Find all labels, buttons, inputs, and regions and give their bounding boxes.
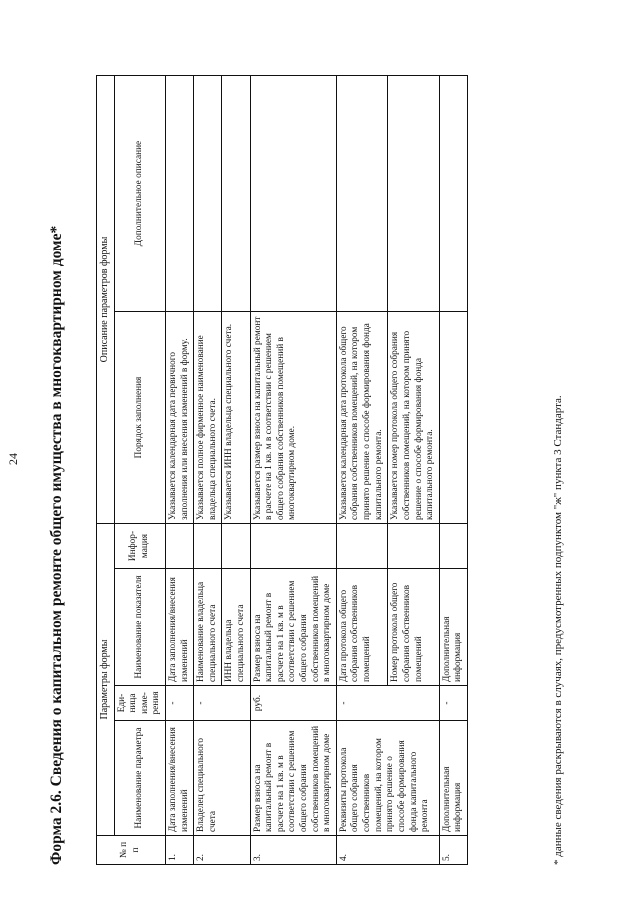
cell-info <box>388 524 439 569</box>
form-title: Форма 2.6. Сведения о капитальном ремонте общего имущества в многоквартирном доме* <box>48 225 65 865</box>
cell-info <box>165 524 193 569</box>
header-extra: Дополнительное описание <box>114 76 165 312</box>
cell-unit: - <box>194 686 250 721</box>
cell-indicator: Наименование владельца специального счета <box>194 569 222 686</box>
table-row <box>165 76 193 865</box>
cell-no: 1. <box>165 836 193 865</box>
cell-indicator: Номер протокола общего собрания собственников помещений <box>388 569 439 686</box>
cell-unit: - <box>165 686 193 721</box>
header-indicator: Наименование показателя <box>114 569 165 686</box>
cell-param: Реквизиты протокола общего собрания собственников помещений, на котором принято решение о способе формирования фонда капитального ремонта <box>336 721 439 836</box>
cell-extra <box>439 76 467 312</box>
cell-order: Указывается полное фирменное наименование владельца специального счета. <box>194 312 222 524</box>
header-unit: Еди- ница изме- рения <box>114 686 165 721</box>
cell-extra <box>165 76 193 312</box>
cell-no: 4. <box>336 836 439 865</box>
header-group-desc: Описание параметров формы <box>97 76 115 524</box>
header-order: Порядок заполнения <box>114 312 165 524</box>
cell-info <box>194 524 222 569</box>
header-no: № п п <box>97 836 166 865</box>
cell-unit: руб. <box>250 686 336 721</box>
table-row <box>336 76 387 865</box>
cell-indicator: Размер взноса на капитальный ремонт в расчете на 1 кв. м в соответствии с решением общего собрания собственников помещений в многоквартирном доме <box>250 569 336 686</box>
cell-no: 5. <box>439 836 467 865</box>
cell-info <box>439 524 467 569</box>
cell-extra <box>222 76 250 312</box>
cell-no: 2. <box>194 836 250 865</box>
cell-info <box>336 524 387 569</box>
cell-indicator: Дата заполнения/внесения изменений <box>165 569 193 686</box>
cell-order: Указывается ИНН владельца специального счета. <box>222 312 250 524</box>
form-table <box>96 75 468 865</box>
cell-indicator: Дополнительная информация <box>439 569 467 686</box>
header-info: Инфор- мация <box>114 524 165 569</box>
cell-order: Указывается номер протокола общего собрания собственников помещений, на котором принято решение о способе формирования фонда капитального ремонта. <box>388 312 439 524</box>
cell-extra <box>194 76 222 312</box>
cell-param: Размер взноса на капитальный ремонт в расчете на 1 кв. м в соответствии с решением общего собрания собственников помещений в многоквартирном доме <box>250 721 336 836</box>
cell-param: Дополнительная информация <box>439 721 467 836</box>
cell-unit: - <box>439 686 467 721</box>
cell-order <box>439 312 467 524</box>
cell-info <box>222 524 250 569</box>
cell-info <box>250 524 336 569</box>
cell-order: Указывается календарная дата первичного заполнения или внесения изменений в форму. <box>165 312 193 524</box>
cell-extra <box>250 76 336 312</box>
table-row <box>194 76 222 865</box>
table-row <box>439 76 467 865</box>
cell-order: Указывается календарная дата протокола общего собрания собственников помещений, на котором принято решение о способе формирования фонда капитального ремонта. <box>336 312 387 524</box>
header-param-name: Наименование параметра <box>114 721 165 836</box>
cell-param: Дата заполнения/внесения изменений <box>165 721 193 836</box>
page-number: 24 <box>6 453 20 465</box>
table-row <box>250 76 336 865</box>
cell-extra <box>336 76 387 312</box>
header-group-params: Параметры формы <box>97 524 115 836</box>
cell-no: 3. <box>250 836 336 865</box>
cell-param: Владелец специального счета <box>194 721 250 836</box>
cell-order: Указывается размер взноса на капитальный ремонт в расчете на 1 кв. м в соответствии с решением общего собрания собственников помещений в многоквартирном доме. <box>250 312 336 524</box>
cell-extra <box>388 76 439 312</box>
cell-indicator: Дата протокола общего собрания собственников помещений <box>336 569 387 686</box>
cell-indicator: ИНН владельца специального счета <box>222 569 250 686</box>
cell-unit: - <box>336 686 439 721</box>
footnote: * данные сведения раскрываются в случаях, предусмотренных подпунктом "ж" пункта 3 Стандарта. <box>552 395 564 865</box>
